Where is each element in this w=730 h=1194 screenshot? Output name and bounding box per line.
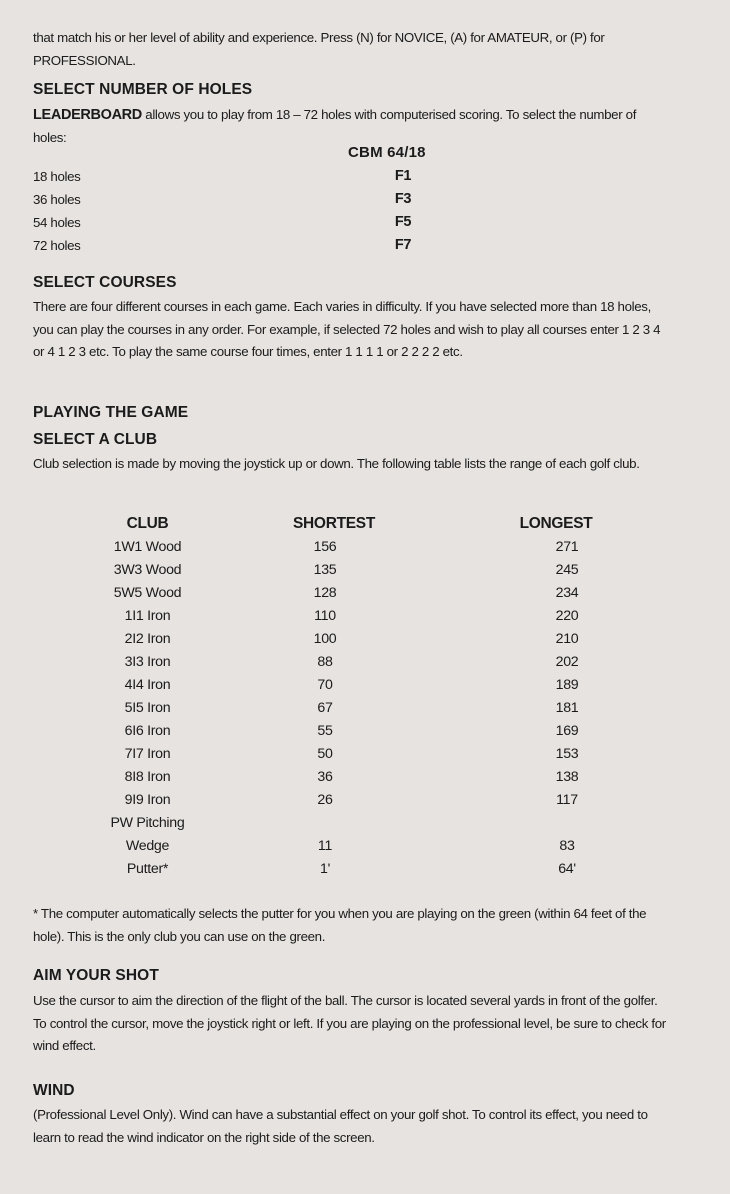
club-name-cell: PW Pitching	[110, 815, 185, 831]
club-row	[90, 559, 617, 582]
select-club-heading: SELECT A CLUB	[33, 431, 158, 448]
club-name-cell: 3W3 Wood	[113, 562, 182, 578]
aim-paragraph: Use the cursor to aim the direction of the flight of the ball. The cursor is located several yards in front of the golfer. To control the cursor, move the joystick right or left. If you are playing on the professional level, be sure to check for wind effect.	[33, 993, 666, 1053]
shortest-distance-cell: 88	[317, 654, 333, 670]
shortest-distance-cell: 1'	[320, 861, 330, 877]
club-row	[90, 812, 617, 835]
shortest-distance-cell: 26	[317, 792, 333, 808]
putter-footnote: * The computer automatically selects the putter for you when you are playing on the green (within 64 feet of the hole). This is the only club you can use on the green.	[33, 906, 647, 944]
shortest-distance-cell: 11	[317, 838, 333, 854]
intro-paragraph: that match his or her level of ability and experience. Press (N) for NOVICE, (A) for AMATEUR, or (P) for PROFESSIONAL.	[33, 30, 605, 68]
select-holes-heading: SELECT NUMBER OF HOLES	[33, 81, 253, 98]
holes-row	[33, 188, 433, 211]
club-row	[90, 835, 617, 858]
club-name-cell: 1W1 Wood	[113, 539, 182, 555]
club-name-cell: 4I4 Iron	[124, 677, 171, 693]
shortest-distance-cell	[205, 812, 475, 835]
club-column-header: CLUB	[126, 514, 169, 532]
shortest-distance-cell: 67	[317, 700, 333, 716]
longest-distance-cell: 245	[555, 562, 579, 578]
longest-distance-cell	[475, 812, 617, 835]
function-key: F5	[394, 214, 412, 230]
longest-distance-cell: 189	[555, 677, 579, 693]
longest-distance-cell: 153	[555, 746, 579, 762]
club-name-cell: 5W5 Wood	[113, 585, 182, 601]
shortest-distance-cell: 135	[313, 562, 337, 578]
club-name-cell: 1I1 Iron	[124, 608, 171, 624]
function-key: F1	[394, 168, 412, 184]
select-club-paragraph: Club selection is made by moving the joystick up or down. The following table lists the range of each golf club.	[33, 456, 640, 471]
shortest-distance-cell: 110	[314, 608, 336, 624]
longest-distance-cell: 117	[556, 792, 578, 808]
club-row	[90, 858, 617, 881]
longest-distance-cell: 202	[555, 654, 579, 670]
longest-distance-cell: 64'	[558, 861, 576, 877]
shortest-distance-cell: 55	[317, 723, 333, 739]
club-range-table	[90, 511, 617, 881]
shortest-distance-cell: 100	[313, 631, 337, 647]
club-row	[90, 743, 617, 766]
club-row	[90, 582, 617, 605]
club-row	[90, 651, 617, 674]
aim-heading: AIM YOUR SHOT	[33, 967, 159, 984]
longest-distance-cell: 169	[555, 723, 579, 739]
select-courses-paragraph: There are four different courses in each game. Each varies in difficulty. If you have selected more than 18 holes, you can play the courses in any order. For example, if selected 72 holes and wish to play all courses enter 1 2 3 4 or 4 1 2 3 etc. To play the same course four times, enter 1 1 1 1 or 2 2 2 2 etc.	[33, 299, 661, 359]
shortest-distance-cell: 128	[313, 585, 337, 601]
playing-the-game-heading: PLAYING THE GAME	[33, 404, 189, 421]
club-row	[90, 674, 617, 697]
club-row	[90, 536, 617, 559]
longest-distance-cell: 271	[555, 539, 579, 555]
holes-label: 72 holes	[33, 238, 81, 253]
shortest-distance-cell: 36	[317, 769, 333, 785]
club-name-cell: 5I5 Iron	[124, 700, 171, 716]
select-holes-text: allows you to play from 18 – 72 holes with computerised scoring. To select the number of holes:	[33, 107, 637, 145]
holes-row	[33, 211, 433, 234]
select-holes-paragraph	[33, 104, 658, 149]
longest-distance-cell: 83	[559, 838, 575, 854]
club-row	[90, 720, 617, 743]
holes-row	[33, 165, 433, 188]
platform-label: CBM 64/18	[348, 144, 426, 161]
longest-distance-cell: 138	[555, 769, 579, 785]
function-key: F3	[394, 191, 412, 207]
longest-distance-cell: 220	[555, 608, 579, 624]
club-name-cell: 3I3 Iron	[124, 654, 171, 670]
holes-label: 54 holes	[33, 215, 81, 230]
shortest-column-header: SHORTEST	[293, 514, 375, 532]
club-table-header	[90, 511, 617, 536]
longest-distance-cell: 234	[555, 585, 579, 601]
club-name-cell: 2I2 Iron	[124, 631, 171, 647]
holes-label: 18 holes	[33, 169, 81, 184]
function-key: F7	[394, 237, 412, 253]
leaderboard-name: LEADERBOARD	[33, 107, 142, 123]
shortest-distance-cell: 156	[313, 539, 337, 555]
longest-distance-cell: 210	[555, 631, 579, 647]
wind-heading: WIND	[33, 1082, 75, 1099]
wind-paragraph: (Professional Level Only). Wind can have a substantial effect on your golf shot. To control its effect, you need to learn to read the wind indicator on the right side of the screen.	[33, 1107, 648, 1145]
holes-label: 36 holes	[33, 192, 81, 207]
club-name-cell: Wedge	[125, 838, 170, 854]
holes-row	[33, 234, 433, 257]
club-row	[90, 766, 617, 789]
club-name-cell: 7I7 Iron	[124, 746, 171, 762]
club-name-cell: Putter*	[126, 861, 169, 877]
club-row	[90, 697, 617, 720]
shortest-distance-cell: 50	[317, 746, 333, 762]
club-name-cell: 9I9 Iron	[124, 792, 171, 808]
club-name-cell: 6I6 Iron	[124, 723, 171, 739]
club-row	[90, 628, 617, 651]
longest-distance-cell: 181	[555, 700, 579, 716]
club-row	[90, 605, 617, 628]
longest-column-header: LONGEST	[519, 514, 593, 532]
club-row	[90, 789, 617, 812]
shortest-distance-cell: 70	[317, 677, 333, 693]
select-courses-heading: SELECT COURSES	[33, 274, 177, 291]
club-name-cell: 8I8 Iron	[124, 769, 171, 785]
